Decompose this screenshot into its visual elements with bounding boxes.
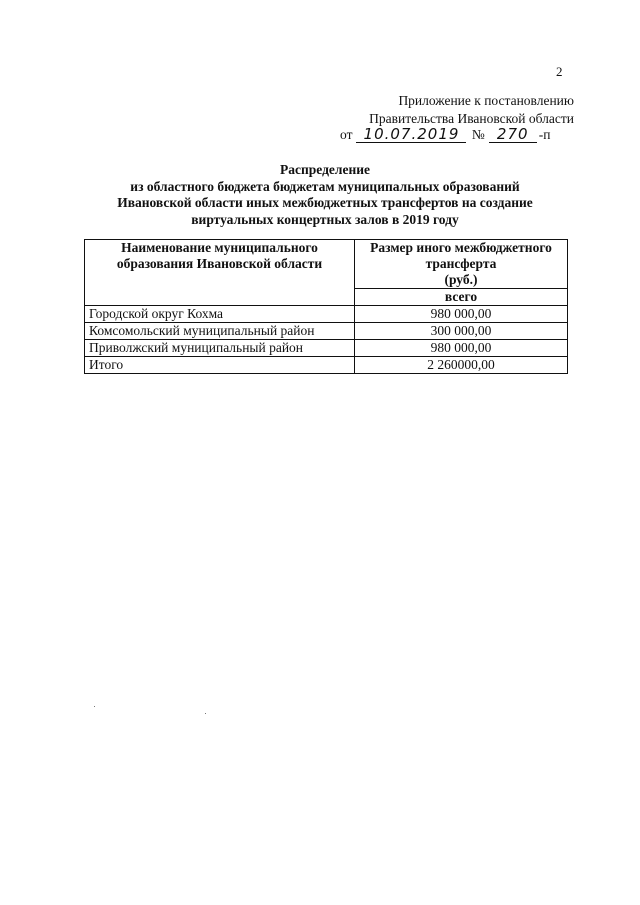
scan-speck <box>205 713 206 714</box>
title-line-1: Распределение <box>279 162 371 177</box>
handwritten-number: 270 <box>489 127 537 143</box>
number-label: № <box>471 127 485 142</box>
appendix-line-1: Приложение к постановлению <box>398 93 574 108</box>
table-header-row <box>85 240 568 289</box>
appendix-header <box>274 92 574 127</box>
header-total-column: всего <box>355 289 568 306</box>
header-municipality-line-1: Наименование муниципального <box>121 240 318 255</box>
row-municipality: Комсомольский муниципальный район <box>85 323 355 340</box>
table-row-total <box>85 357 568 374</box>
header-municipality-line-2: образования Ивановской области <box>116 256 323 271</box>
row-amount: 980 000,00 <box>355 340 568 357</box>
number-suffix: -п <box>538 127 551 142</box>
title-line-4: виртуальных концертных залов в 2019 году <box>191 211 459 227</box>
row-municipality: Приволжский муниципальный район <box>85 340 355 357</box>
header-transfer-amount <box>355 240 568 289</box>
resolution-reference <box>340 127 550 143</box>
scan-speck <box>94 706 95 707</box>
total-label: Итого <box>85 357 355 374</box>
title-line-2: из областного бюджета бюджетам муниципальных образований <box>130 178 520 194</box>
title-line-3: Ивановской области иных межбюджетных трансфертов на создание <box>117 195 533 210</box>
page-number: 2 <box>556 64 563 79</box>
header-amount-line-1: Размер иного межбюджетного <box>370 240 552 255</box>
table-row <box>85 340 568 357</box>
from-label: от <box>340 127 353 142</box>
row-municipality: Городской округ Кохма <box>85 306 355 323</box>
document-title <box>80 162 570 228</box>
row-amount: 300 000,00 <box>355 323 568 340</box>
total-amount: 2 260000,00 <box>355 357 568 374</box>
table-row <box>85 306 568 323</box>
appendix-line-2: Правительства Ивановской области <box>369 110 574 126</box>
handwritten-date: 10.07.2019 <box>356 127 466 143</box>
header-amount-line-3: (руб.) <box>444 272 478 287</box>
header-amount-line-2: трансферта <box>425 256 497 271</box>
table-row <box>85 323 568 340</box>
header-municipality <box>85 240 355 306</box>
distribution-table <box>84 239 568 374</box>
row-amount: 980 000,00 <box>355 306 568 323</box>
